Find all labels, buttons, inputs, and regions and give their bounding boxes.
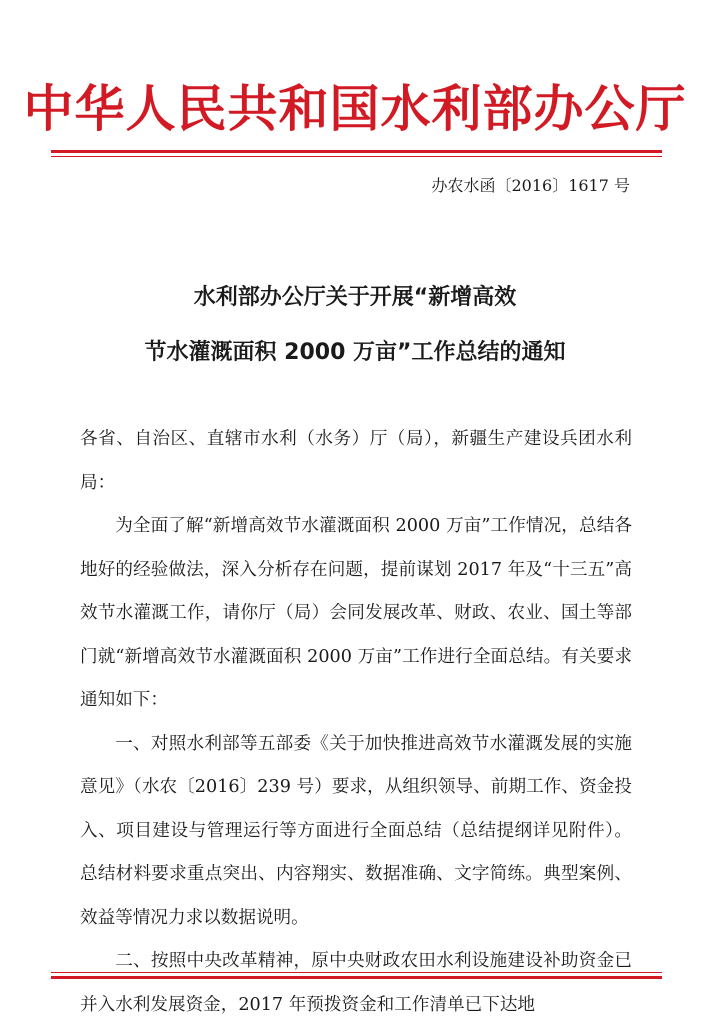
body-paragraph: 一、对照水利部等五部委《关于加快推进高效节水灌溉发展的实施意见》（水农〔2016〕239 号）要求，从组织领导、前期工作、资金投入、项目建设与管理运行等方面进行全面总结（总结提纲详见附件）。总结材料要求重点突出、内容翔实、数据准确、文字简练。典型案例、效益等情况力求以数据说明。: [80, 733, 632, 928]
header-rule-thin: [51, 156, 662, 157]
letterhead-org-name: 中华人民共和国水利部办公厅: [23, 79, 687, 138]
document-title-line-2: 节水灌溉面积 2000 万亩”工作总结的通知: [144, 340, 566, 365]
header-rule-thick: [51, 150, 662, 153]
letterhead: [0, 78, 710, 140]
body-paragraph: 为全面了解“新增高效节水灌溉面积 2000 万亩”工作情况，总结各地好的经验做法，深入分析存在问题，提前谋划 2017 年及“十三五”高效节水灌溉工作，请你厅（局）会同发展改革、财政、农业、国土等部门就“新增高效节水灌溉面积 2000 万亩”工作进行全面总结。有关要求通知如下：: [80, 516, 632, 710]
document-body: [80, 418, 632, 1027]
salutation: 各省、自治区、直辖市水利（水务）厅（局），新疆生产建设兵团水利局：: [80, 429, 632, 493]
document-number: 办农水函〔2016〕1617 号: [431, 176, 630, 195]
footer-rule-thick: [51, 976, 662, 979]
footer-rule-thin: [51, 972, 662, 973]
body-paragraph: 二、按照中央改革精神，原中央财政农田水利设施建设补助资金已并入水利发展资金，2017 年预拨资金和工作清单已下达地: [80, 951, 632, 1015]
document-title-line-1: 水利部办公厅关于开展“新增高效: [193, 285, 517, 310]
